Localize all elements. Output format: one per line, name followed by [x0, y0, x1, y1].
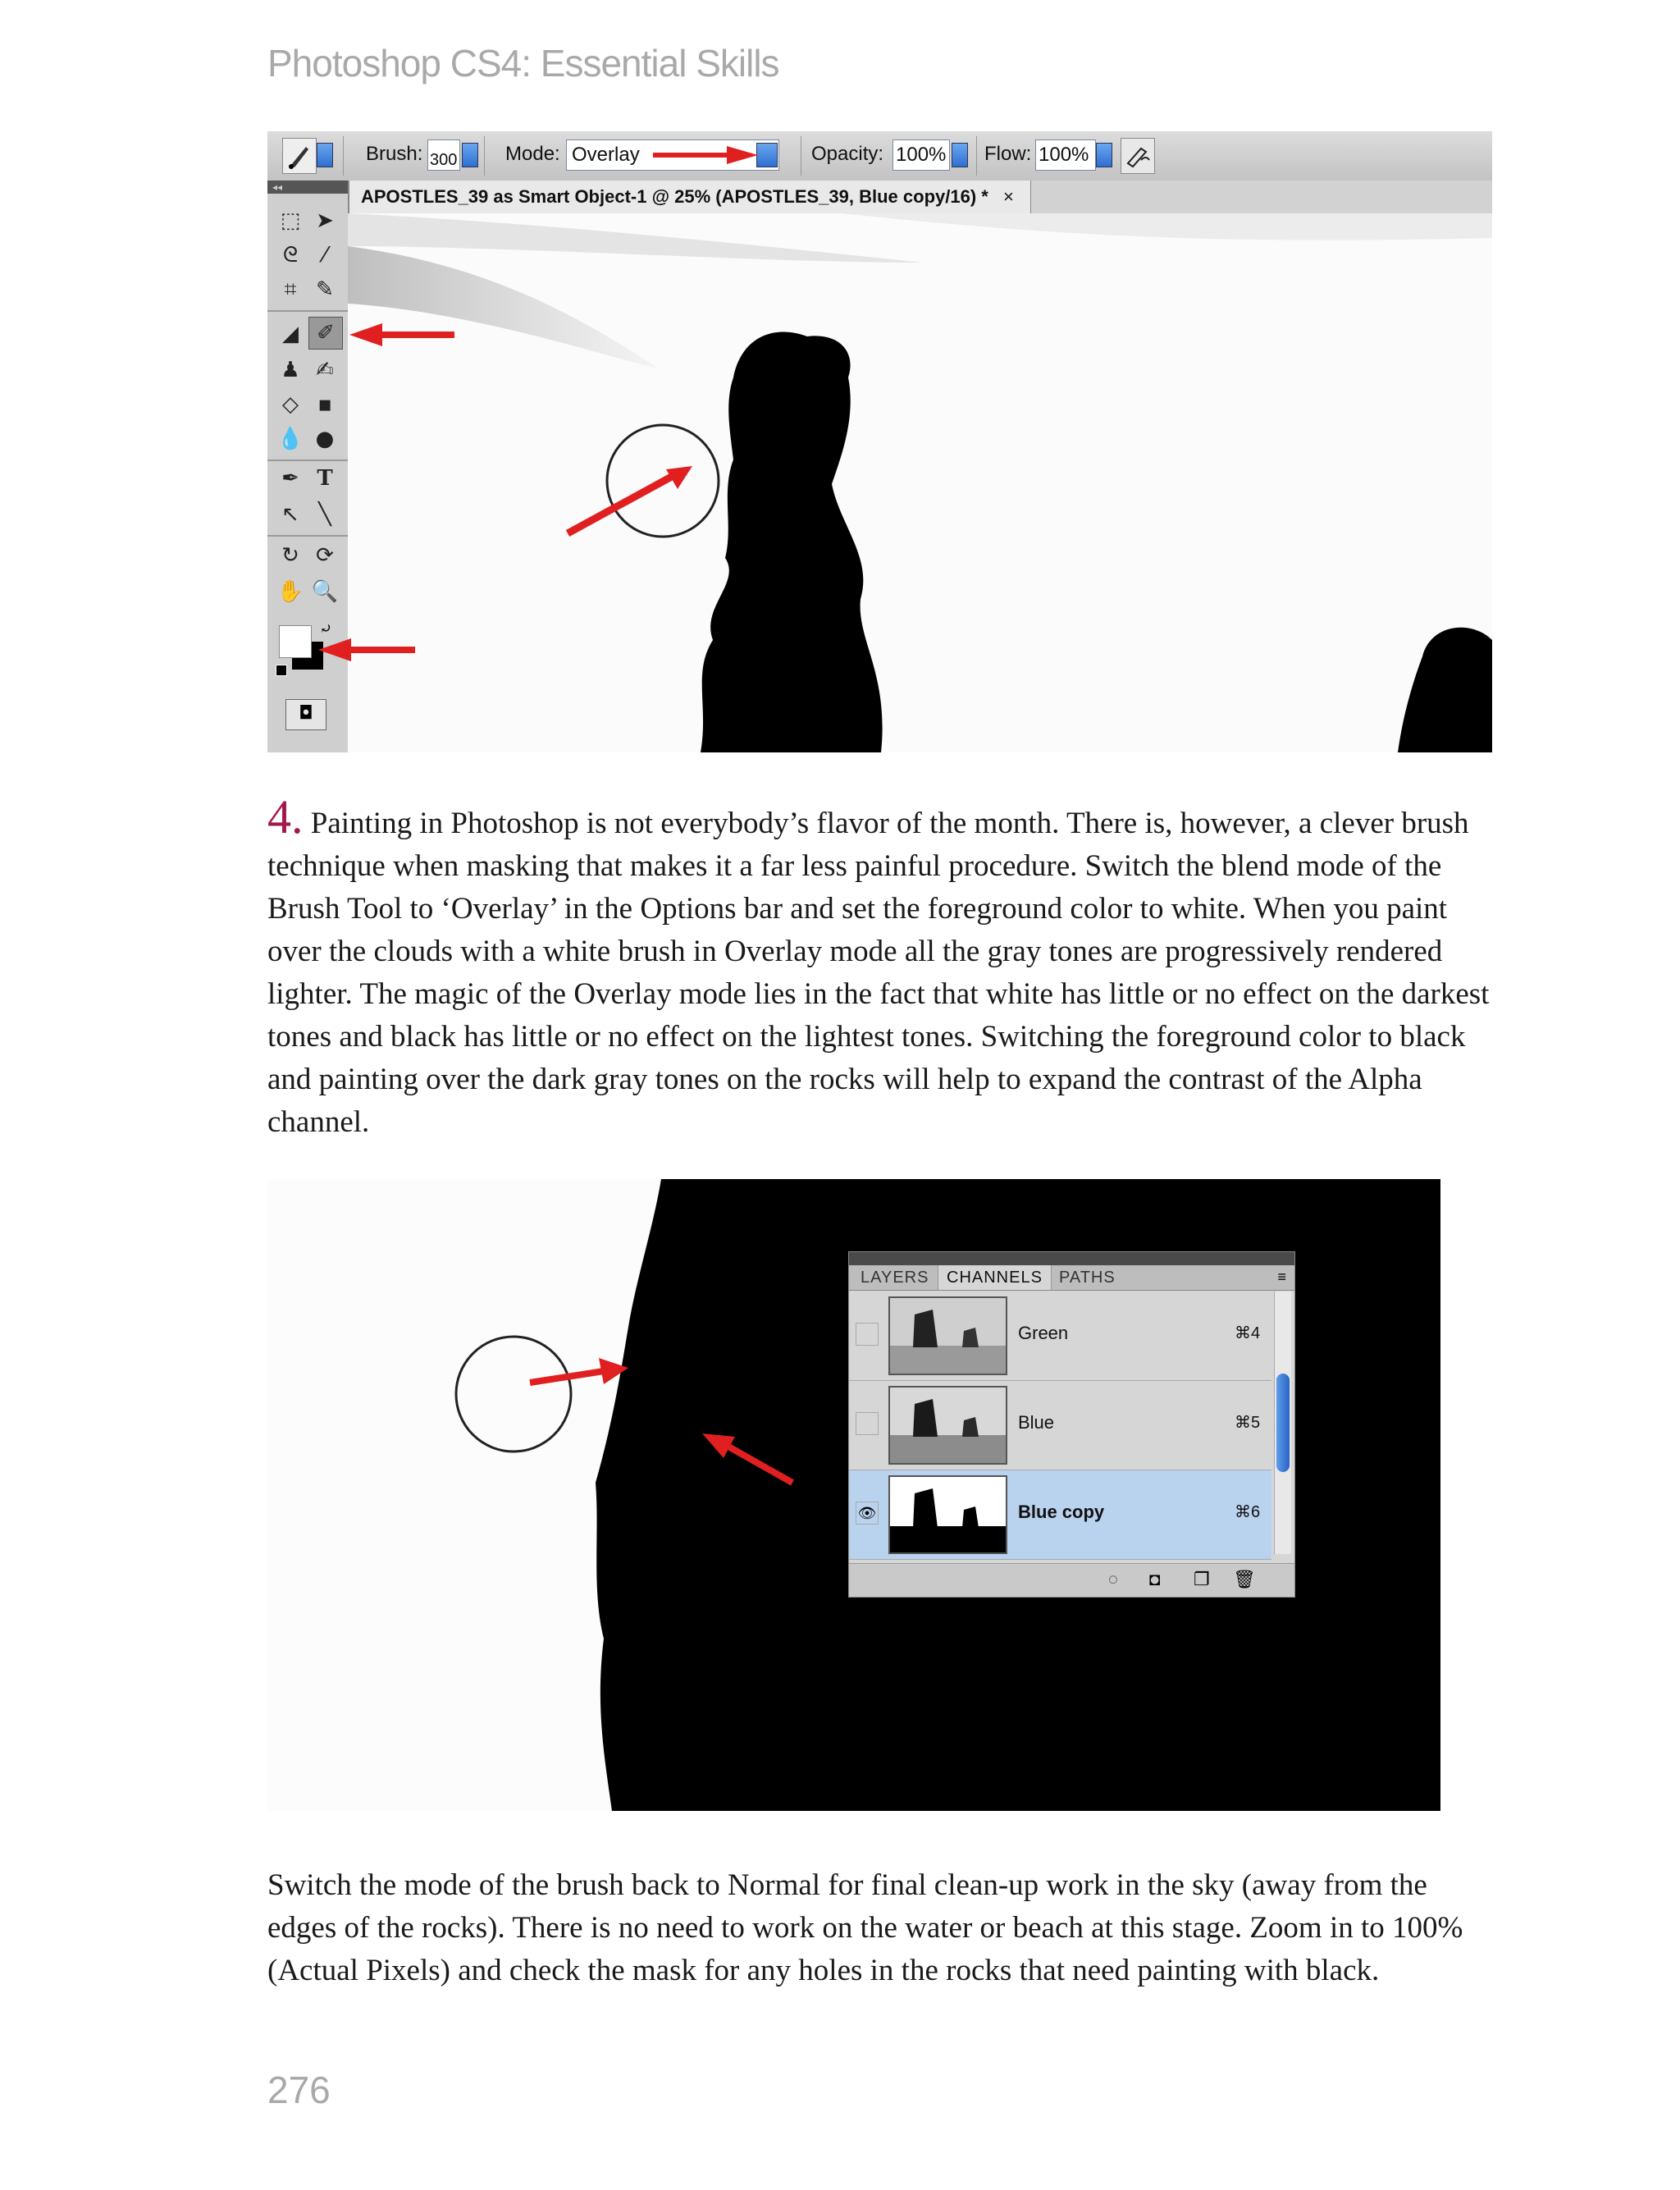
marquee-tool-icon[interactable]: ⬚ [280, 208, 301, 233]
channel-shortcut: ⌘5 [1235, 1414, 1261, 1432]
type-tool-icon[interactable]: T [317, 466, 333, 491]
brush-tool-icon [283, 139, 316, 173]
magic-wand-tool-icon[interactable]: ⁄ [322, 243, 327, 267]
brush-preset-picker[interactable] [282, 138, 317, 174]
tab-paths[interactable]: PATHS [1059, 1269, 1116, 1287]
channel-shortcut: ⌘4 [1235, 1324, 1261, 1342]
opacity-dropdown[interactable] [952, 143, 968, 167]
channels-panel [848, 1251, 1295, 1598]
visibility-toggle[interactable] [856, 1323, 879, 1346]
hand-tool-icon[interactable]: ✋ [276, 579, 304, 604]
options-separator [484, 136, 485, 176]
toolbox-collapse[interactable]: ◂◂ [267, 181, 348, 194]
save-selection-as-channel-icon[interactable]: ◘ [1149, 1569, 1161, 1589]
brush-label: Brush: [366, 143, 423, 165]
red-arrow-icon [348, 320, 463, 353]
toolbox-divider [267, 459, 348, 461]
channel-name: Blue copy [1018, 1502, 1105, 1522]
alpha-channel-image [348, 213, 1492, 752]
document-tab[interactable] [348, 181, 1031, 213]
trash-icon[interactable]: 🗑 [1233, 1569, 1256, 1589]
crop-tool-icon[interactable]: ⌗ [284, 277, 297, 302]
options-separator [976, 136, 977, 176]
tab-layers[interactable]: LAYERS [861, 1269, 929, 1287]
gradient-tool-icon[interactable]: ▪ [317, 392, 332, 417]
step-4-paragraph [267, 790, 1498, 1144]
path-selection-tool-icon[interactable]: ↖ [281, 502, 299, 527]
running-head: Photoshop CS4: Essential Skills [267, 42, 779, 85]
healing-brush-tool-icon[interactable]: ◢ [282, 322, 299, 346]
airbrush-button[interactable] [1121, 138, 1155, 174]
channel-name: Green [1018, 1323, 1069, 1343]
default-colors-icon[interactable] [276, 665, 287, 676]
document-tab-bar [348, 181, 1492, 215]
document-canvas[interactable] [348, 213, 1492, 752]
figure-photoshop-brush-overlay [267, 131, 1492, 752]
toolbox-divider [267, 535, 348, 537]
move-tool-icon[interactable]: ➤ [316, 208, 334, 233]
3d-orbit-tool-icon[interactable]: ⟳ [316, 543, 334, 568]
red-arrow-icon [317, 633, 423, 666]
dodge-tool-icon[interactable]: ● [315, 427, 335, 451]
page-number: 276 [267, 2069, 331, 2111]
visibility-toggle[interactable] [856, 1412, 879, 1435]
mode-label: Mode: [505, 143, 560, 165]
pen-tool-icon[interactable]: ✒ [281, 466, 299, 491]
swap-colors-icon[interactable]: ⤾ [320, 620, 333, 638]
opacity-label: Opacity: [811, 143, 884, 165]
closing-paragraph: Switch the mode of the brush back to Normal for final clean-up work in the sky (away from the edges of the rocks). There is no need to work on the water or beach at this stage. Zoom in to 100% (Actual Pixels) and check the mask for any holes in the rocks that need painting with black. [267, 1868, 1463, 1987]
brush-size-value: 300 [430, 151, 458, 169]
step-4-text: Painting in Photoshop is not everybody’s flavor of the month. There is, however, a clever brush technique when masking that makes it a far less painful procedure. Switch the blend mode of the Brush Tool to ‘Overlay’ in the Options bar and set the foreground color to white. When you paint over the clouds with a white brush in Overlay mode all the gray tones are progressively rendered lighter. The magic of the Overlay mode lies in the fact that white has little or no effect on the darkest tones and black has little or no effect on the lightest tones. Switching the foreground color to black and painting over the dark gray tones on the rocks will help to expand the contrast of the Alpha channel. [267, 807, 1490, 1139]
panel-menu-icon[interactable]: ≡ [1277, 1269, 1286, 1285]
line-tool-icon[interactable]: ╲ [318, 502, 331, 527]
brush-size-field[interactable] [427, 139, 460, 171]
panel-tabs [849, 1265, 1294, 1291]
flow-label: Flow: [984, 143, 1032, 165]
panel-footer [849, 1563, 1294, 1597]
channel-row-blue-copy[interactable] [849, 1470, 1271, 1560]
red-arrow-icon [653, 144, 760, 166]
mode-value: Overlay [572, 144, 640, 166]
lasso-tool-icon[interactable]: ᘓ [282, 243, 299, 267]
toolbox [267, 181, 349, 752]
foreground-color-swatch[interactable] [279, 625, 312, 658]
opacity-field[interactable] [892, 139, 950, 171]
toolbox-divider [267, 310, 348, 312]
channel-name: Blue [1018, 1412, 1055, 1433]
channel-thumbnail [888, 1475, 1007, 1554]
brush-tool-selected-icon[interactable]: ✐ [308, 317, 343, 350]
panel-titlebar[interactable] [849, 1252, 1294, 1265]
channel-thumbnail [888, 1386, 1007, 1465]
tab-close-icon[interactable]: × [1002, 186, 1014, 207]
load-channel-as-selection-icon[interactable]: ◌ [1108, 1570, 1118, 1589]
flow-value: 100% [1039, 144, 1089, 166]
channel-row-green[interactable] [849, 1292, 1271, 1381]
eye-icon[interactable]: 👁 [856, 1502, 879, 1525]
eraser-tool-icon[interactable]: ◇ [282, 392, 299, 417]
brush-size-dropdown[interactable] [462, 143, 478, 167]
history-brush-tool-icon[interactable]: ✍ [316, 358, 334, 382]
panel-scrollbar[interactable] [1274, 1292, 1291, 1554]
channel-row-blue[interactable] [849, 1381, 1271, 1470]
options-bar [267, 131, 1492, 181]
scrollbar-thumb[interactable] [1276, 1374, 1290, 1472]
quick-mask-button[interactable]: ◘ [285, 699, 326, 730]
blur-tool-icon[interactable]: 💧 [276, 427, 304, 451]
document-tab-title: APOSTLES_39 as Smart Object-1 @ 25% (APOSTLES_39, Blue copy/16) * [361, 186, 988, 207]
opacity-value: 100% [896, 144, 947, 166]
figure-channels-panel [267, 1179, 1440, 1811]
new-channel-icon[interactable]: ❐ [1194, 1569, 1210, 1589]
brush-preset-dropdown[interactable] [317, 143, 333, 167]
flow-field[interactable] [1035, 139, 1096, 171]
channel-thumbnail [888, 1296, 1007, 1375]
airbrush-icon [1121, 139, 1154, 173]
flow-dropdown[interactable] [1096, 143, 1112, 167]
step-number: 4. [267, 790, 304, 844]
zoom-tool-icon[interactable]: 🔍 [311, 579, 339, 604]
clone-stamp-tool-icon[interactable]: ♟ [281, 358, 300, 382]
3d-rotate-tool-icon[interactable]: ↻ [281, 543, 299, 568]
options-separator [343, 136, 344, 176]
channel-shortcut: ⌘6 [1235, 1503, 1261, 1521]
tab-channels[interactable]: CHANNELS [938, 1265, 1052, 1290]
eyedropper-tool-icon[interactable]: ✎ [316, 277, 334, 302]
